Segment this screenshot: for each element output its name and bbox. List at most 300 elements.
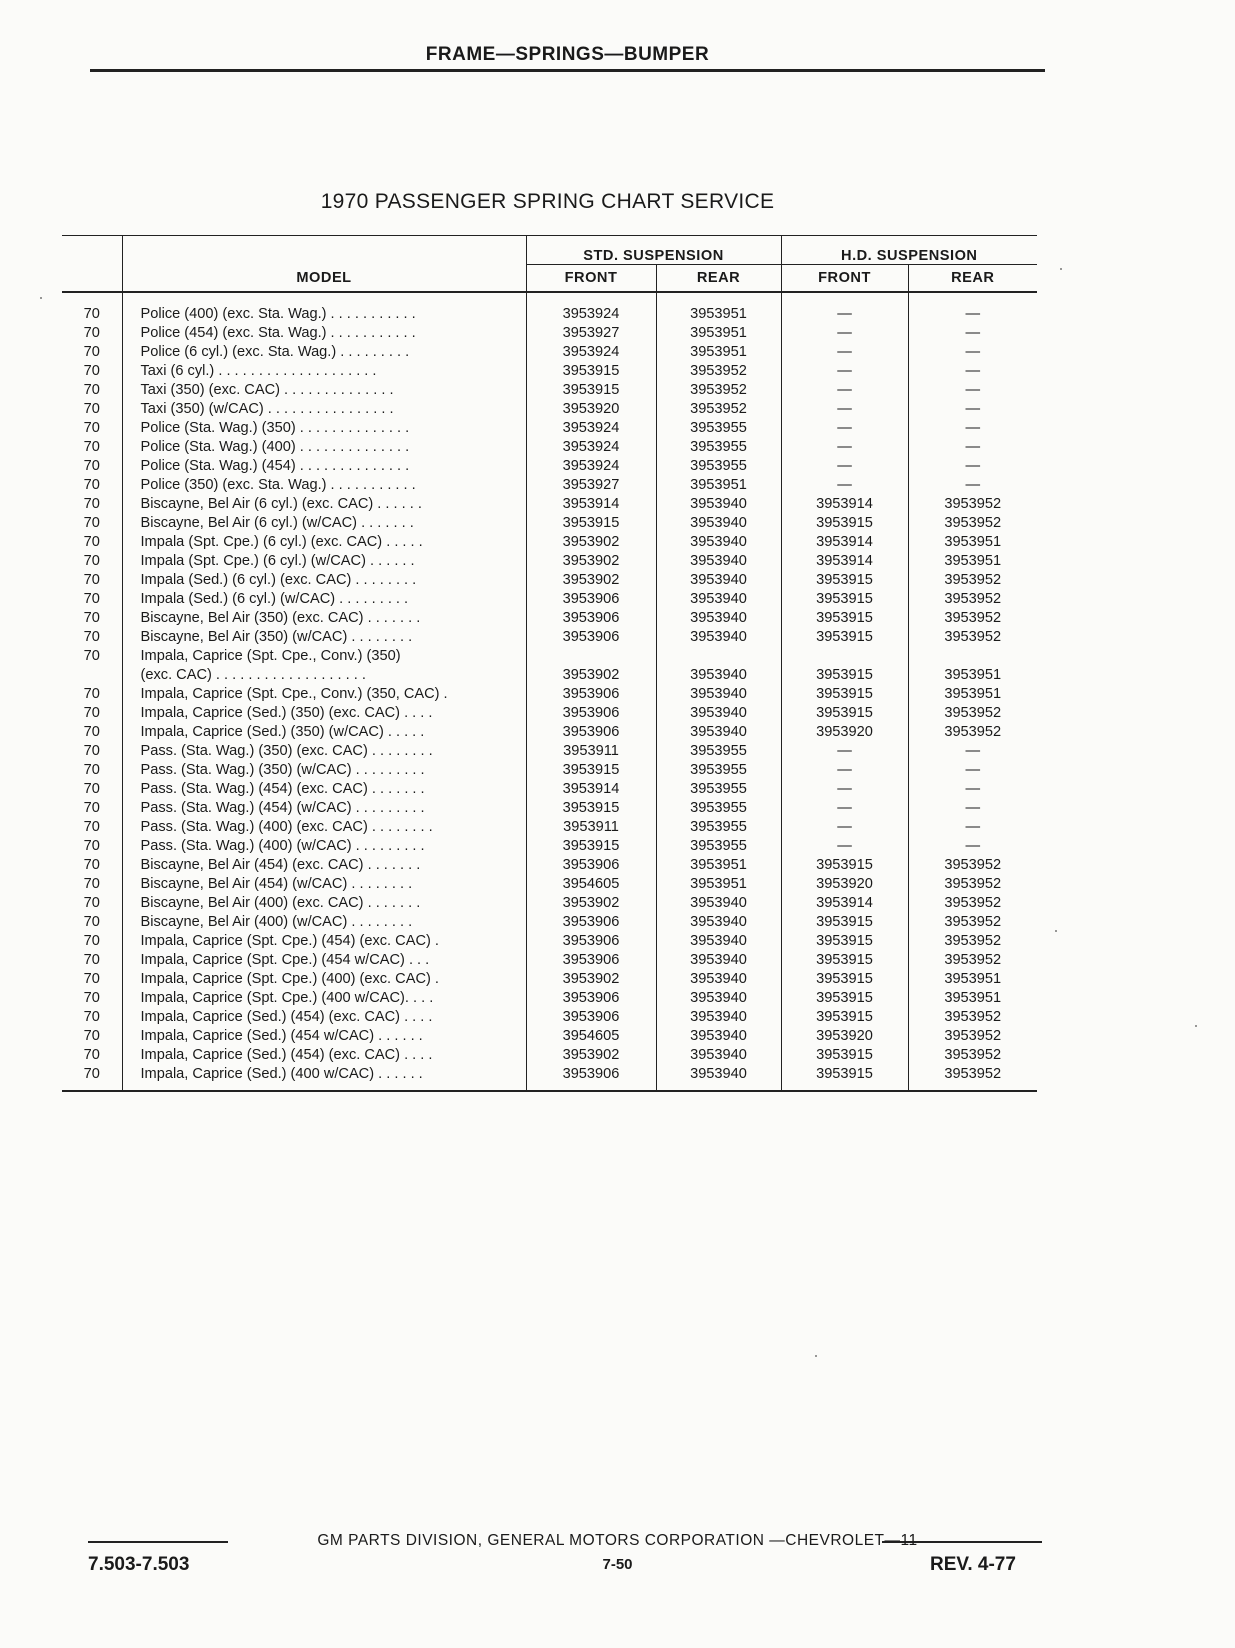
- row-model: Impala (Sed.) (6 cyl.) (exc. CAC) . . . . . . . .: [122, 571, 526, 590]
- table-row: [62, 875, 1037, 894]
- row-std-front: 3953906: [526, 609, 656, 628]
- table-row: [62, 723, 1037, 742]
- row-year: 70: [83, 1066, 100, 1082]
- row-hd-front: —: [781, 343, 908, 362]
- row-model: Impala, Caprice (Spt. Cpe.) (400) (exc. CAC) .: [122, 970, 526, 989]
- row-hd-rear: 3953952: [908, 913, 1037, 932]
- row-std-rear: 3953940: [656, 666, 781, 685]
- row-year: 70: [83, 363, 100, 379]
- row-model: Biscayne, Bel Air (350) (exc. CAC) . . . . . . .: [122, 609, 526, 628]
- row-model: Pass. (Sta. Wag.) (454) (w/CAC) . . . . . . . . .: [122, 799, 526, 818]
- row-year: 70: [83, 401, 100, 417]
- table-row: [62, 609, 1037, 628]
- row-std-rear: 3953952: [656, 400, 781, 419]
- row-hd-front: 3953915: [781, 590, 908, 609]
- row-std-rear: 3953940: [656, 1008, 781, 1027]
- table-row: [62, 628, 1037, 647]
- row-hd-front: 3953915: [781, 913, 908, 932]
- row-std-rear: 3953955: [656, 780, 781, 799]
- row-year: 70: [83, 306, 100, 322]
- std-rear-header: REAR: [656, 265, 781, 293]
- row-hd-front: —: [781, 837, 908, 856]
- row-year: 70: [83, 629, 100, 645]
- row-year: 70: [83, 952, 100, 968]
- row-year: 70: [83, 781, 100, 797]
- row-model: Police (400) (exc. Sta. Wag.) . . . . . . . . . . .: [122, 292, 526, 324]
- table-row: [62, 894, 1037, 913]
- row-year: 70: [83, 705, 100, 721]
- row-hd-rear: 3953951: [908, 552, 1037, 571]
- row-hd-front: —: [781, 324, 908, 343]
- row-model: Pass. (Sta. Wag.) (400) (w/CAC) . . . . . . . . .: [122, 837, 526, 856]
- row-std-rear: 3953955: [656, 799, 781, 818]
- row-std-front: 3953902: [526, 552, 656, 571]
- row-year: 70: [83, 1009, 100, 1025]
- row-model: Biscayne, Bel Air (6 cyl.) (w/CAC) . . . . . . .: [122, 514, 526, 533]
- table-row: [62, 780, 1037, 799]
- row-std-front: 3953906: [526, 913, 656, 932]
- row-std-front: 3953906: [526, 704, 656, 723]
- table-body: [62, 292, 1037, 1091]
- table-row: [62, 571, 1037, 590]
- row-model: Impala, Caprice (Sed.) (454) (exc. CAC) . . . .: [122, 1008, 526, 1027]
- row-year: 70: [83, 895, 100, 911]
- row-hd-rear: —: [908, 324, 1037, 343]
- row-std-front: 3953927: [526, 324, 656, 343]
- row-model: Pass. (Sta. Wag.) (454) (exc. CAC) . . . . . . .: [122, 780, 526, 799]
- row-hd-front: 3953915: [781, 856, 908, 875]
- row-std-front: 3953915: [526, 514, 656, 533]
- row-year: 70: [83, 344, 100, 360]
- row-std-rear: 3953955: [656, 837, 781, 856]
- row-std-rear: 3953940: [656, 913, 781, 932]
- row-std-rear: 3953940: [656, 495, 781, 514]
- row-year: 70: [83, 990, 100, 1006]
- table-row: [62, 685, 1037, 704]
- table-row: [62, 495, 1037, 514]
- row-std-rear: 3953955: [656, 419, 781, 438]
- row-hd-rear: 3953951: [908, 666, 1037, 685]
- row-std-front: 3953927: [526, 476, 656, 495]
- row-std-front: 3953906: [526, 1065, 656, 1091]
- row-model: Impala (Sed.) (6 cyl.) (w/CAC) . . . . . . . . .: [122, 590, 526, 609]
- row-hd-front: 3953915: [781, 932, 908, 951]
- row-hd-front: —: [781, 818, 908, 837]
- row-std-front: 3953902: [526, 1046, 656, 1065]
- row-year: 70: [83, 724, 100, 740]
- row-std-rear: 3953940: [656, 1046, 781, 1065]
- row-std-rear: 3953940: [656, 590, 781, 609]
- row-model: Police (Sta. Wag.) (400) . . . . . . . . . . . . . .: [122, 438, 526, 457]
- std-front-header: FRONT: [526, 265, 656, 293]
- row-std-front: 3953914: [526, 780, 656, 799]
- row-std-front: 3953902: [526, 533, 656, 552]
- row-year: 70: [83, 838, 100, 854]
- row-hd-front: 3953920: [781, 875, 908, 894]
- row-std-front: 3953924: [526, 457, 656, 476]
- row-std-front: 3953906: [526, 989, 656, 1008]
- row-model: Biscayne, Bel Air (6 cyl.) (exc. CAC) . . . . . .: [122, 495, 526, 514]
- row-model: Police (454) (exc. Sta. Wag.) . . . . . . . . . . .: [122, 324, 526, 343]
- row-hd-front: —: [781, 400, 908, 419]
- table-row: [62, 457, 1037, 476]
- row-hd-rear: —: [908, 400, 1037, 419]
- row-hd-front: —: [781, 362, 908, 381]
- row-model: (exc. CAC) . . . . . . . . . . . . . . . . . . .: [122, 666, 526, 685]
- row-year: 70: [83, 572, 100, 588]
- row-std-front: 3953906: [526, 1008, 656, 1027]
- table-row: [62, 381, 1037, 400]
- row-std-front: 3953902: [526, 970, 656, 989]
- row-std-front: [526, 647, 656, 666]
- row-hd-rear: —: [908, 761, 1037, 780]
- year-header-lower: [62, 265, 122, 293]
- row-std-rear: 3953951: [656, 292, 781, 324]
- table-row: [62, 419, 1037, 438]
- row-hd-front: [781, 647, 908, 666]
- row-hd-rear: 3953952: [908, 514, 1037, 533]
- row-year: 70: [83, 743, 100, 759]
- row-std-front: 3953906: [526, 723, 656, 742]
- row-model: Taxi (6 cyl.) . . . . . . . . . . . . . . . . . . . .: [122, 362, 526, 381]
- row-hd-rear: 3953952: [908, 932, 1037, 951]
- row-year: 70: [83, 1028, 100, 1044]
- table-row: [62, 324, 1037, 343]
- row-std-front: 3954605: [526, 875, 656, 894]
- row-hd-front: —: [781, 419, 908, 438]
- table-row: [62, 932, 1037, 951]
- row-hd-rear: —: [908, 343, 1037, 362]
- footer-revision: REV. 4-77: [930, 1554, 1016, 1575]
- table-row: [62, 590, 1037, 609]
- table-row: [62, 666, 1037, 685]
- chart-title: 1970 PASSENGER SPRING CHART SERVICE: [320, 190, 775, 213]
- row-std-rear: 3953951: [656, 476, 781, 495]
- row-std-front: 3953915: [526, 362, 656, 381]
- scan-speck: [1195, 1025, 1197, 1027]
- table-row: [62, 970, 1037, 989]
- row-hd-rear: 3953951: [908, 533, 1037, 552]
- table-row: [62, 362, 1037, 381]
- row-std-rear: 3953940: [656, 951, 781, 970]
- row-hd-rear: —: [908, 837, 1037, 856]
- row-std-rear: 3953940: [656, 1027, 781, 1046]
- row-year: 70: [83, 819, 100, 835]
- scan-speck: [1055, 930, 1057, 932]
- row-hd-front: 3953920: [781, 1027, 908, 1046]
- row-model: Impala, Caprice (Sed.) (350) (w/CAC) . . . . .: [122, 723, 526, 742]
- row-model: Taxi (350) (w/CAC) . . . . . . . . . . . . . . . .: [122, 400, 526, 419]
- row-model: Impala, Caprice (Spt. Cpe., Conv.) (350, CAC) .: [122, 685, 526, 704]
- row-std-front: 3953915: [526, 761, 656, 780]
- row-std-front: 3953915: [526, 837, 656, 856]
- row-model: Police (Sta. Wag.) (350) . . . . . . . . . . . . . .: [122, 419, 526, 438]
- row-std-rear: 3953940: [656, 685, 781, 704]
- row-hd-rear: —: [908, 457, 1037, 476]
- table-row: [62, 799, 1037, 818]
- row-std-front: 3953902: [526, 894, 656, 913]
- table-row: [62, 552, 1037, 571]
- row-hd-rear: —: [908, 818, 1037, 837]
- row-hd-rear: —: [908, 476, 1037, 495]
- row-hd-front: 3953915: [781, 609, 908, 628]
- row-std-front: 3953906: [526, 685, 656, 704]
- scan-speck: [40, 297, 42, 299]
- row-std-front: 3953911: [526, 818, 656, 837]
- table-row: [62, 292, 1037, 324]
- row-hd-rear: 3953952: [908, 1046, 1037, 1065]
- row-model: Police (6 cyl.) (exc. Sta. Wag.) . . . . . . . . .: [122, 343, 526, 362]
- row-hd-rear: 3953952: [908, 1065, 1037, 1091]
- row-hd-front: —: [781, 799, 908, 818]
- row-model: Taxi (350) (exc. CAC) . . . . . . . . . . . . . .: [122, 381, 526, 400]
- row-hd-rear: 3953952: [908, 723, 1037, 742]
- row-std-rear: 3953955: [656, 438, 781, 457]
- row-hd-rear: [908, 647, 1037, 666]
- row-std-rear: 3953951: [656, 343, 781, 362]
- row-std-front: 3953911: [526, 742, 656, 761]
- row-std-rear: 3953940: [656, 970, 781, 989]
- table-row: [62, 1008, 1037, 1027]
- row-hd-front: 3953914: [781, 552, 908, 571]
- row-hd-front: 3953915: [781, 666, 908, 685]
- row-hd-front: —: [781, 292, 908, 324]
- footer-page-number: 7-50: [602, 1556, 633, 1573]
- row-std-front: 3953902: [526, 666, 656, 685]
- row-std-rear: 3953940: [656, 704, 781, 723]
- row-std-rear: 3953955: [656, 761, 781, 780]
- row-hd-rear: 3953952: [908, 894, 1037, 913]
- row-hd-rear: —: [908, 419, 1037, 438]
- row-hd-front: 3953915: [781, 704, 908, 723]
- footer-section-code: 7.503-7.503: [88, 1554, 190, 1575]
- table-row: [62, 1065, 1037, 1091]
- row-model: Impala, Caprice (Sed.) (350) (exc. CAC) . . . .: [122, 704, 526, 723]
- row-std-rear: 3953940: [656, 552, 781, 571]
- row-model: Biscayne, Bel Air (454) (exc. CAC) . . . . . . .: [122, 856, 526, 875]
- row-model: Impala, Caprice (Spt. Cpe.) (454 w/CAC) . . .: [122, 951, 526, 970]
- row-model: Biscayne, Bel Air (454) (w/CAC) . . . . . . . .: [122, 875, 526, 894]
- row-hd-front: —: [781, 381, 908, 400]
- row-model: Pass. (Sta. Wag.) (350) (w/CAC) . . . . . . . . .: [122, 761, 526, 780]
- section-header: FRAME—SPRINGS—BUMPER: [425, 44, 710, 65]
- table-row: [62, 856, 1037, 875]
- row-hd-rear: 3953952: [908, 1008, 1037, 1027]
- row-std-rear: 3953940: [656, 723, 781, 742]
- row-std-front: 3953915: [526, 381, 656, 400]
- row-std-rear: 3953951: [656, 856, 781, 875]
- row-hd-rear: —: [908, 381, 1037, 400]
- row-hd-front: 3953914: [781, 533, 908, 552]
- row-hd-rear: —: [908, 362, 1037, 381]
- hd-front-header: FRONT: [781, 265, 908, 293]
- table-row: [62, 913, 1037, 932]
- row-std-front: 3953906: [526, 628, 656, 647]
- row-std-front: 3953924: [526, 438, 656, 457]
- row-hd-front: —: [781, 742, 908, 761]
- row-model: Police (350) (exc. Sta. Wag.) . . . . . . . . . . .: [122, 476, 526, 495]
- row-year: 70: [83, 686, 100, 702]
- row-hd-rear: 3953951: [908, 685, 1037, 704]
- row-std-rear: 3953940: [656, 894, 781, 913]
- row-hd-front: 3953915: [781, 989, 908, 1008]
- row-year: 70: [83, 458, 100, 474]
- row-year: 70: [83, 439, 100, 455]
- table-row: [62, 951, 1037, 970]
- table-row: [62, 476, 1037, 495]
- row-year: 70: [83, 496, 100, 512]
- row-std-rear: 3953940: [656, 514, 781, 533]
- row-model: Impala, Caprice (Spt. Cpe.) (400 w/CAC). . . .: [122, 989, 526, 1008]
- row-year: 70: [83, 325, 100, 341]
- row-std-rear: 3953940: [656, 628, 781, 647]
- row-hd-front: 3953915: [781, 970, 908, 989]
- row-model: Impala, Caprice (Sed.) (454) (exc. CAC) . . . .: [122, 1046, 526, 1065]
- row-model: Biscayne, Bel Air (400) (exc. CAC) . . . . . . .: [122, 894, 526, 913]
- row-hd-rear: 3953952: [908, 628, 1037, 647]
- row-hd-front: 3953915: [781, 571, 908, 590]
- row-year: 70: [83, 876, 100, 892]
- row-hd-rear: 3953952: [908, 856, 1037, 875]
- table-row: [62, 1046, 1037, 1065]
- row-hd-rear: 3953952: [908, 1027, 1037, 1046]
- row-hd-front: 3953915: [781, 685, 908, 704]
- std-suspension-header: STD. SUSPENSION: [526, 236, 781, 265]
- row-std-front: 3953902: [526, 571, 656, 590]
- table-row: [62, 533, 1037, 552]
- row-model: Pass. (Sta. Wag.) (400) (exc. CAC) . . . . . . . .: [122, 818, 526, 837]
- table-row: [62, 514, 1037, 533]
- row-std-rear: 3953955: [656, 742, 781, 761]
- header-rule: [90, 69, 1045, 72]
- row-year: 70: [83, 933, 100, 949]
- row-hd-front: —: [781, 438, 908, 457]
- row-hd-rear: —: [908, 742, 1037, 761]
- row-hd-rear: 3953951: [908, 989, 1037, 1008]
- row-hd-rear: —: [908, 799, 1037, 818]
- table-row: [62, 761, 1037, 780]
- row-std-front: 3953906: [526, 932, 656, 951]
- hd-rear-header: REAR: [908, 265, 1037, 293]
- row-hd-front: 3953915: [781, 1046, 908, 1065]
- row-std-rear: [656, 647, 781, 666]
- spring-chart-table: [62, 235, 1037, 1092]
- row-std-front: 3953924: [526, 292, 656, 324]
- table-row: [62, 742, 1037, 761]
- row-year: 70: [83, 762, 100, 778]
- row-hd-rear: 3953952: [908, 951, 1037, 970]
- row-hd-rear: —: [908, 292, 1037, 324]
- footer-publisher: GM PARTS DIVISION, GENERAL MOTORS CORPORATION —CHEVROLET—11: [317, 1532, 918, 1549]
- row-hd-rear: 3953952: [908, 609, 1037, 628]
- row-model: Biscayne, Bel Air (350) (w/CAC) . . . . . . . .: [122, 628, 526, 647]
- row-year: 70: [83, 648, 100, 664]
- row-std-front: 3953906: [526, 951, 656, 970]
- row-year: 70: [83, 857, 100, 873]
- row-model: Pass. (Sta. Wag.) (350) (exc. CAC) . . . . . . . .: [122, 742, 526, 761]
- row-std-rear: 3953940: [656, 932, 781, 951]
- row-year: 70: [83, 420, 100, 436]
- model-header: MODEL: [122, 265, 526, 293]
- row-model: Impala (Spt. Cpe.) (6 cyl.) (exc. CAC) . . . . .: [122, 533, 526, 552]
- row-std-front: 3953906: [526, 856, 656, 875]
- row-hd-rear: 3953952: [908, 590, 1037, 609]
- row-std-front: 3953924: [526, 343, 656, 362]
- table-row: [62, 818, 1037, 837]
- row-hd-front: 3953915: [781, 1065, 908, 1091]
- row-std-rear: 3953952: [656, 381, 781, 400]
- row-hd-rear: 3953952: [908, 875, 1037, 894]
- row-std-rear: 3953955: [656, 818, 781, 837]
- row-hd-front: —: [781, 476, 908, 495]
- row-std-rear: 3953940: [656, 1065, 781, 1091]
- row-year: 70: [83, 800, 100, 816]
- row-model: Impala (Spt. Cpe.) (6 cyl.) (w/CAC) . . . . . .: [122, 552, 526, 571]
- row-year: 70: [83, 553, 100, 569]
- row-std-rear: 3953940: [656, 571, 781, 590]
- row-hd-front: 3953915: [781, 514, 908, 533]
- row-year: 70: [83, 914, 100, 930]
- table-row: [62, 438, 1037, 457]
- row-std-front: 3953914: [526, 495, 656, 514]
- row-hd-front: —: [781, 457, 908, 476]
- row-model: Biscayne, Bel Air (400) (w/CAC) . . . . . . . .: [122, 913, 526, 932]
- row-hd-rear: 3953952: [908, 704, 1037, 723]
- row-year: 70: [83, 382, 100, 398]
- row-year: [62, 666, 122, 685]
- row-hd-rear: 3953952: [908, 495, 1037, 514]
- year-header: [62, 236, 122, 265]
- row-std-front: 3953924: [526, 419, 656, 438]
- table-row: [62, 989, 1037, 1008]
- row-std-rear: 3953951: [656, 875, 781, 894]
- row-hd-rear: 3953952: [908, 571, 1037, 590]
- scan-speck: [1060, 268, 1062, 270]
- row-year: 70: [83, 1047, 100, 1063]
- row-std-rear: 3953940: [656, 533, 781, 552]
- row-hd-front: 3953915: [781, 951, 908, 970]
- row-std-rear: 3953940: [656, 989, 781, 1008]
- model-header-spacer: [122, 236, 526, 265]
- row-std-front: 3953915: [526, 799, 656, 818]
- row-hd-front: —: [781, 780, 908, 799]
- row-hd-front: 3953914: [781, 894, 908, 913]
- row-std-front: 3953906: [526, 590, 656, 609]
- row-model: Impala, Caprice (Sed.) (454 w/CAC) . . . . . .: [122, 1027, 526, 1046]
- table-row: [62, 837, 1037, 856]
- row-std-rear: 3953940: [656, 609, 781, 628]
- row-hd-front: —: [781, 761, 908, 780]
- row-std-rear: 3953951: [656, 324, 781, 343]
- row-std-front: 3953920: [526, 400, 656, 419]
- table-row: [62, 400, 1037, 419]
- scan-speck: [815, 1355, 817, 1357]
- row-model: Impala, Caprice (Sed.) (400 w/CAC) . . . . . .: [122, 1065, 526, 1091]
- row-year: 70: [83, 515, 100, 531]
- table-row: [62, 647, 1037, 666]
- row-hd-front: 3953915: [781, 628, 908, 647]
- row-year: 70: [83, 971, 100, 987]
- row-hd-rear: 3953951: [908, 970, 1037, 989]
- table-row: [62, 704, 1037, 723]
- row-model: Impala, Caprice (Spt. Cpe.) (454) (exc. CAC) .: [122, 932, 526, 951]
- row-year: 70: [83, 610, 100, 626]
- row-hd-rear: —: [908, 780, 1037, 799]
- row-model: Impala, Caprice (Spt. Cpe., Conv.) (350): [122, 647, 526, 666]
- row-year: 70: [83, 534, 100, 550]
- row-hd-front: 3953920: [781, 723, 908, 742]
- table-row: [62, 343, 1037, 362]
